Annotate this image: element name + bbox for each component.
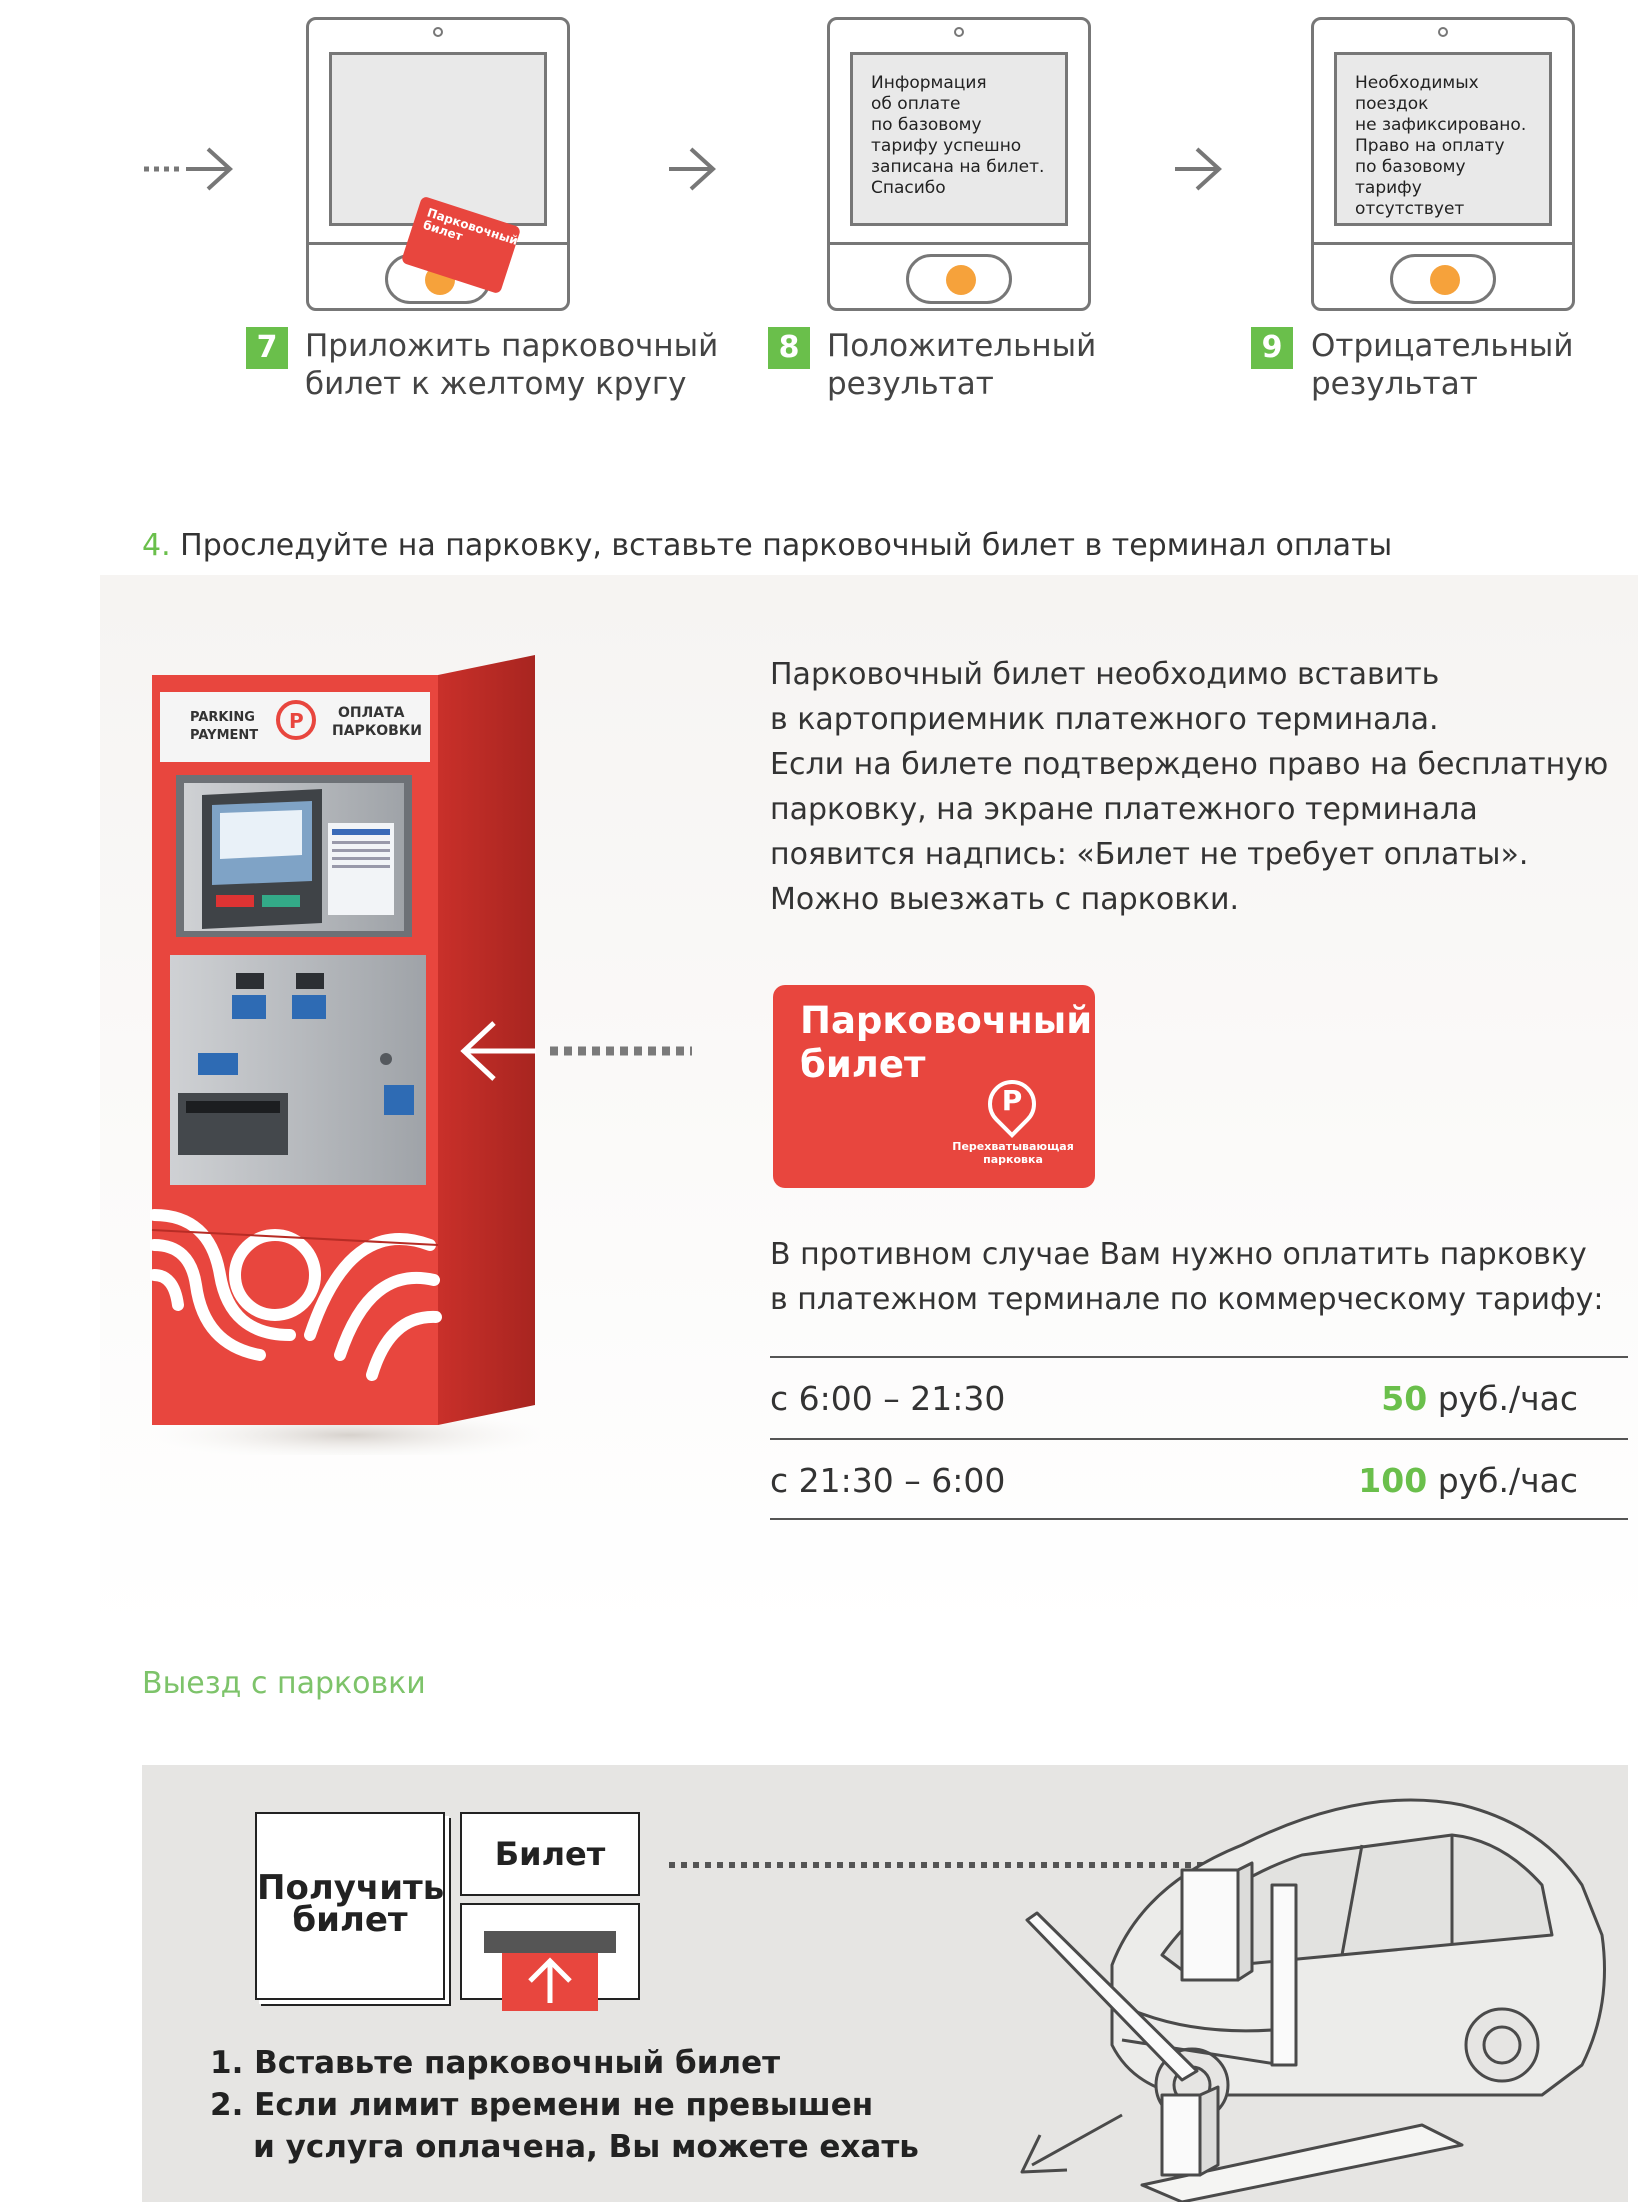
ticket-caption: Перехватывающая парковка [952,1140,1074,1166]
section-4-heading [142,528,1392,563]
validator-step-8 [827,17,1091,311]
validator-screen-positive: Информация об оплате по базовому тарифу успешно записана на билет. Спасибо [850,52,1068,226]
validator-step-9 [1311,17,1575,311]
tariff-time: с 21:30 – 6:00 [770,1461,1006,1500]
arrow-right-icon [1173,147,1223,195]
tariff-row-night [770,1438,1628,1520]
camera-icon [954,27,964,37]
validator-reader [906,254,1012,304]
insert-arrow-icon [458,1018,694,1084]
get-ticket-button: Получить билет [255,1812,445,2000]
yellow-circle-icon [946,265,976,295]
validator-reader [1390,254,1496,304]
terminal-label-en-2: PAYMENT [190,728,259,743]
dotted-arrow-icon [142,144,234,194]
exit-panel [142,1765,1628,2202]
terminal-logo-letter: P [289,709,304,733]
tariff-row-day [770,1356,1628,1436]
exit-heading: Выезд с парковки [142,1666,426,1701]
ticket-slot-label: Билет [460,1812,640,1896]
step-badge-8: 8 [768,327,810,369]
step-badge-7: 7 [246,327,288,369]
ticket-title: Парковочный билет [800,999,1093,1086]
step-caption-9: Отрицательный результат [1311,328,1574,402]
parking-logo-icon: P [988,1080,1036,1128]
validator-screen-negative: Необходимых поездок не зафиксировано. Право на оплату по базовому тарифу отсутствует [1334,52,1552,226]
car-barrier-illustration [982,1765,1628,2202]
camera-icon [433,27,443,37]
validator-step-7 [306,17,570,311]
ticket-slot [460,1903,640,2000]
step-caption-7: Приложить парковочный билет к желтому кругу [305,328,719,402]
tariff-time: с 6:00 – 21:30 [770,1379,1006,1418]
exit-instructions: 1. Вставьте парковочный билет 2. Если лимит времени не превышен и услуга оплачена, Вы можете ехать [210,2045,919,2165]
paragraph-insert-ticket: Парковочный билет необходимо вставить в картоприемник платежного терминала. Если на билете подтверждено право на бесплатную парковку, на экране платежного терминала появится надпись: «Билет не требует оплаты». Можно выезжать с парковки. [770,657,1609,917]
arrow-up-icon [502,1953,598,2011]
step-badge-9: 9 [1251,327,1293,369]
camera-icon [1438,27,1448,37]
yellow-circle-icon [1430,265,1460,295]
terminal-label-ru-1: ОПЛАТА [338,705,405,721]
tariff-price: 100 руб./час [1358,1461,1578,1500]
tariff-price: 50 руб./час [1381,1379,1578,1418]
section-number: 4. [142,528,171,563]
parking-ticket [773,985,1095,1188]
card-label: Парковочный билет [421,205,520,248]
paragraph-commercial: В противном случае Вам нужно оплатить парковку в платежном терминале по коммерческому тарифу: [770,1237,1604,1317]
arrow-right-icon [667,147,717,195]
terminal-label-en-1: PARKING [190,710,255,725]
step-caption-8: Положительный результат [827,328,1097,402]
section-title: Проследуйте на парковку, вставьте парковочный билет в терминал оплаты [180,528,1393,563]
terminal-label-ru-2: ПАРКОВКИ [332,723,422,739]
